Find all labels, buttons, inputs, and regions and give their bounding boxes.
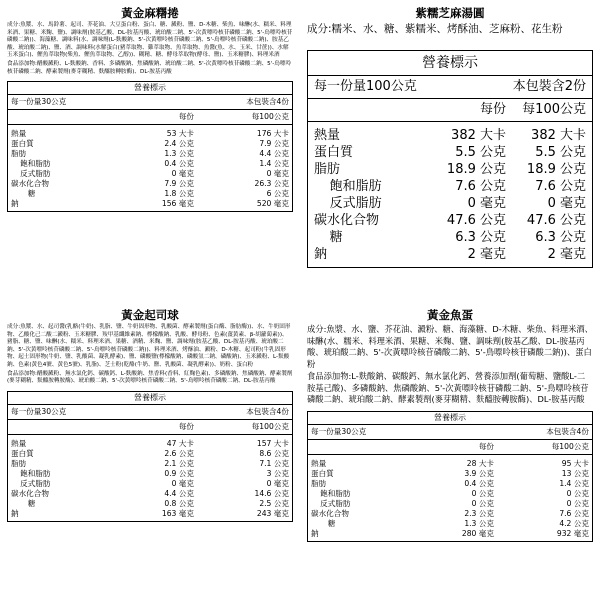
nutrient-label: 飽和脂肪	[20, 159, 51, 169]
value-per-serving: 7.9 公克	[164, 179, 194, 189]
nutrient-label: 熱量	[11, 129, 27, 139]
nutrient-row-carbohydrate	[8, 179, 292, 189]
value-per-100g: 243 毫克	[256, 508, 289, 518]
value-per-100g: 95 大卡	[561, 458, 589, 468]
additives-text: 食品添加物:醋酸澱粉、L-麩酸鈉、香料、多磷酸鈉、焦磷酸鈉、琥珀酸二鈉、5'-次黃嘌呤核苷磷酸二鈉、5'-鳥嘌呤核苷磷酸二鈉、酵素製劑(麥芽糊精、麩醯胺轉胺酶)、DL-胺基丙酸	[7, 60, 292, 75]
value-per-100g: 520 毫克	[256, 199, 289, 209]
nutrient-label: 糖	[327, 518, 336, 528]
nutrition-header: 營養標示	[308, 51, 592, 76]
value-per-100g: 8.6 公克	[259, 448, 289, 458]
value-per-100g: 5.5 公克	[535, 145, 586, 160]
value-per-100g: 1.4 公克	[559, 478, 589, 488]
nutrient-label: 碳水化合物	[11, 179, 49, 189]
value-per-100g: 6.3 公克	[535, 230, 586, 245]
serving-size: 每一份量100公克	[314, 79, 417, 94]
nutrient-label: 熱量	[314, 128, 341, 143]
nutrient-label: 蛋白質	[11, 139, 34, 149]
nutrient-label: 反式脂肪	[320, 498, 351, 508]
nutrient-label: 蛋白質	[311, 468, 334, 478]
nutrient-label: 鈉	[311, 528, 319, 538]
value-per-serving: 0.8 公克	[164, 498, 194, 508]
value-per-serving: 0 公克	[471, 498, 494, 508]
serving-row	[8, 405, 292, 420]
nutrient-label: 脂肪	[11, 149, 27, 159]
value-per-serving: 2.6 公克	[164, 448, 194, 458]
value-per-100g: 0 毫克	[547, 196, 586, 211]
value-per-100g: 932 毫克	[556, 528, 589, 538]
additives-text: 食品添加物:L-麩酸鈉、碳酸鈣、無水氯化鈣、營養添加劑(葡萄糖、鹽酸L-二胺基己酸)、多磷酸鈉、焦磷酸鈉、5'-次黃嘌呤核苷磷酸二鈉、5'-鳥嘌呤核苷磷酸二鈉、琥珀酸二鈉、酵素製劑(麥芽糊精、麩醯胺轉胺酶)、DL-胺基丙酸	[307, 371, 589, 404]
value-per-serving: 1.3 公克	[464, 518, 494, 528]
value-per-serving: 0 公克	[471, 488, 494, 498]
value-per-serving: 1.8 公克	[164, 189, 194, 199]
value-per-100g: 157 大卡	[256, 438, 289, 448]
col-per-serving: 每份	[479, 102, 506, 117]
nutrient-label: 鈉	[11, 199, 19, 209]
nutrient-row-saturated-fat	[8, 159, 292, 169]
value-per-serving: 7.6 公克	[455, 179, 506, 194]
nutrient-label: 脂肪	[311, 478, 327, 488]
nutrient-row-carbohydrate	[308, 509, 592, 519]
value-per-serving: 4.4 公克	[164, 488, 194, 498]
col-per-100g: 每100公克	[251, 421, 289, 431]
nutrient-row-trans-fat	[8, 169, 292, 179]
panel-golden-fish-egg	[300, 300, 600, 600]
value-per-100g: 3 公克	[266, 468, 289, 478]
value-per-100g: 26.3 公克	[254, 179, 289, 189]
product-title: 黃金起司球	[121, 308, 179, 322]
value-per-100g: 7.1 公克	[259, 458, 289, 468]
nutrient-row-sugar	[308, 519, 592, 529]
nutrient-label: 碳水化合物	[11, 488, 49, 498]
value-per-serving: 53 大卡	[166, 129, 194, 139]
value-per-100g: 14.6 公克	[254, 488, 289, 498]
value-per-100g: 176 大卡	[256, 129, 289, 139]
value-per-serving: 0 毫克	[171, 169, 194, 179]
col-per-100g: 每100公克	[551, 441, 589, 451]
nutrient-row-protein	[308, 144, 592, 161]
additives-text: 食品添加物:醋酸澱粉、無水氯化鈣、碳酸鈣、L-麩酸鈉、焦香料(香料、紅麴色素)、多磷酸鈉、焦磷酸鈉、酵素製劑(麥芽糊精、麩醯胺轉胺酶)、琥珀酸二鈉、5'-次黃嘌呤核苷磷酸二鈉、5'-鳥嘌呤核苷磷酸二鈉、DL-胺基丙酸	[7, 370, 293, 385]
nutrient-row-energy	[308, 459, 592, 469]
value-per-serving: 5.5 公克	[455, 145, 506, 160]
value-per-serving: 2.4 公克	[164, 139, 194, 149]
nutrient-label: 熱量	[311, 458, 327, 468]
value-per-100g: 2.5 公克	[259, 498, 289, 508]
panel-golden-mochi-roll	[0, 0, 300, 300]
value-per-100g: 0 公克	[566, 488, 589, 498]
nutrient-row-sugar	[8, 189, 292, 199]
nutrient-row-sodium	[8, 199, 292, 209]
unit-row	[8, 110, 292, 125]
nutrient-label: 反式脂肪	[329, 196, 382, 211]
nutrition-table	[307, 411, 593, 542]
nutrient-label: 糖	[27, 189, 36, 199]
nutrient-row-fat	[308, 479, 592, 489]
value-per-100g: 382 大卡	[531, 128, 586, 143]
serving-row	[8, 95, 292, 110]
value-per-serving: 280 毫克	[461, 528, 494, 538]
serving-row	[308, 76, 592, 99]
value-per-serving: 163 毫克	[161, 508, 194, 518]
nutrient-label: 熱量	[11, 438, 27, 448]
nutrient-label: 反式脂肪	[20, 169, 51, 179]
package-servings: 本包裝含4份	[246, 406, 289, 416]
nutrition-header: 營養標示	[8, 392, 292, 405]
col-per-serving: 每份	[178, 112, 194, 122]
nutrient-row-energy	[8, 129, 292, 139]
product-title: 黃金魚蛋	[427, 308, 473, 322]
nutrient-row-carbohydrate	[308, 212, 592, 229]
value-per-100g: 0 公克	[566, 498, 589, 508]
nutrient-row-carbohydrate	[8, 489, 292, 499]
value-per-100g: 7.6 公克	[559, 508, 589, 518]
nutrition-header: 營養標示	[308, 412, 592, 425]
unit-row	[308, 440, 592, 455]
nutrient-row-protein	[8, 449, 292, 459]
nutrient-row-protein	[8, 139, 292, 149]
value-per-100g: 0 毫克	[266, 169, 289, 179]
value-per-100g: 1.4 公克	[259, 159, 289, 169]
col-per-100g: 每100公克	[522, 102, 586, 117]
package-servings: 本包裝含4份	[246, 97, 289, 107]
nutrient-row-sodium	[8, 509, 292, 519]
value-per-100g: 4.4 公克	[259, 149, 289, 159]
nutrient-label: 鈉	[11, 508, 19, 518]
nutrient-row-saturated-fat	[8, 469, 292, 479]
nutrient-row-saturated-fat	[308, 178, 592, 195]
package-servings: 本包裝含2份	[512, 79, 586, 94]
nutrient-row-fat	[8, 149, 292, 159]
col-per-serving: 每份	[178, 421, 194, 431]
value-per-serving: 382 大卡	[451, 128, 506, 143]
value-per-100g: 47.6 公克	[526, 213, 586, 228]
value-per-serving: 0.4 公克	[464, 478, 494, 488]
nutrient-label: 碳水化合物	[314, 213, 380, 228]
nutrient-row-fat	[8, 459, 292, 469]
col-per-serving: 每份	[478, 441, 494, 451]
product-title: 紫糯芝麻湯圓	[415, 6, 485, 20]
value-per-serving: 47.6 公克	[446, 213, 506, 228]
nutrient-label: 飽和脂肪	[20, 468, 51, 478]
nutrition-header: 營養標示	[8, 82, 292, 95]
nutrient-label: 糖	[329, 230, 343, 245]
serving-size: 每一份量30公克	[11, 97, 67, 107]
nutrient-label: 反式脂肪	[20, 478, 51, 488]
nutrient-label: 脂肪	[314, 162, 341, 177]
nutrition-table	[7, 81, 293, 212]
nutrient-row-energy	[308, 127, 592, 144]
value-per-100g: 7.6 公克	[535, 179, 586, 194]
package-servings: 本包裝含4份	[546, 426, 589, 436]
value-per-100g: 18.9 公克	[526, 162, 586, 177]
serving-size: 每一份量30公克	[311, 426, 367, 436]
nutrient-label: 糖	[27, 498, 36, 508]
panel-golden-cheese-ball	[0, 300, 300, 600]
ingredients-text: 成分:魚漿、水、起司醬(乳酪(牛奶)、乳脂、鹽、牛奶固形物、乳酸菌、酵素製劑(蛋白酶、脂肪酶))、水、牛奶固形物、乙酸化己二酸二澱粉、玉米糖膠、羧甲基纖維素鈉、檸檬酸鈉、乳酸、酵母粉、色素(薑黃素、β-胡蘿蔔素))、豬脂、糖、鹽、味醂(水、糯米、料理米酒、果糖、酒精、米麴、鹽、調味劑(胺基乙酸、DL-胺基丙酸、琥珀酸二鈉、5'-次黃嘌呤核苷磷酸二鈉、5'-鳥嘌呤核苷磷酸二鈉))、料理米酒、烤酥油、澱粉、D-木糖、起司粉(牛乳固形物、起士固形物(牛奶、鹽、乳酸菌、凝乳酵素)、鹽、磷酸鹽(檸檬酸鈉、磷酸氫二鈉、磷酸鈉)、玉米澱粉、L-麩酸鈉、色素(黃色4號、黃色5號)、乳脂)、芝士粉(乾酪(牛奶、鹽、乳酸菌、凝乳酵素))、奶粉、蛋白粉	[7, 324, 291, 368]
value-per-serving: 0.4 公克	[164, 159, 194, 169]
nutrient-row-protein	[308, 469, 592, 479]
value-per-100g: 13 公克	[561, 468, 589, 478]
nutrient-label: 飽和脂肪	[320, 488, 351, 498]
value-per-serving: 0 毫克	[171, 478, 194, 488]
product-title: 黃金麻糬捲	[121, 6, 179, 20]
serving-row	[308, 425, 592, 440]
value-per-serving: 2.3 公克	[464, 508, 494, 518]
nutrient-row-saturated-fat	[308, 489, 592, 499]
value-per-serving: 47 大卡	[166, 438, 194, 448]
nutrient-row-sugar	[8, 499, 292, 509]
unit-row	[8, 420, 292, 435]
value-per-serving: 3.9 公克	[464, 468, 494, 478]
unit-row	[308, 99, 592, 122]
value-per-100g: 7.9 公克	[259, 139, 289, 149]
value-per-serving: 1.3 公克	[164, 149, 194, 159]
nutrient-row-fat	[308, 161, 592, 178]
nutrient-row-trans-fat	[308, 499, 592, 509]
nutrition-table	[7, 391, 293, 522]
ingredients-text: 成分:魚漿、水、馬鈴薯、起司、芥花油、大豆蛋白粉、蛋白、糖、澱粉、鹽、D-木糖、柴魚、味醂(水、糯米、料理米酒、果糖、米麴、鹽)、調味劑(胺基乙酸、DL-胺基丙酸、琥珀酸二鈉、5'-次黃嘌呤核苷磷酸二鈉、5'-鳥嘌呤核苷磷酸二鈉))、海藻糖、調味料(水、調味劑(L-麩酸鈉、5'-次黃嘌呤核苷磷酸二鈉、5'-鳥嘌呤核苷磷酸二鈉)、胺基乙酸、琥珀酸二鈉)、鹽、酒、調味料(水解蛋白(豬萃取物、雞萃取物、魚萃取物、魚醬(魚、水、玉米、甘蔗))、水解玉米蛋白)、鰹魚萃取物(柴魚、鰹魚萃取物、乙醇))、糊精、糖、酵母萃取物(酵母、鹽)、玉米糖膠)、料理米酒	[7, 22, 293, 59]
nutrient-label: 碳水化合物	[311, 508, 349, 518]
ingredients-text: 成分:糯米、水、糖、紫糯米、烤酥油、芝麻粉、花生粉	[307, 23, 563, 35]
value-per-100g: 4.2 公克	[559, 518, 589, 528]
nutrient-label: 脂肪	[11, 458, 27, 468]
nutrient-row-energy	[8, 439, 292, 449]
nutrient-row-sodium	[308, 529, 592, 539]
nutrition-table	[307, 50, 593, 268]
value-per-serving: 0.9 公克	[164, 468, 194, 478]
nutrient-row-sodium	[308, 246, 592, 263]
value-per-serving: 2.1 公克	[164, 458, 194, 468]
nutrient-label: 鈉	[314, 247, 328, 262]
nutrient-row-trans-fat	[8, 479, 292, 489]
value-per-serving: 18.9 公克	[446, 162, 506, 177]
value-per-100g: 2 毫克	[547, 247, 586, 262]
ingredients-text: 成分:魚漿、水、鹽、芥花油、澱粉、糖、海藻糖、D-木糖、柴魚、料理米酒、味醂(水、糯米、料理米酒、果糖、米麴、鹽、調味劑(胺基乙酸、DL-胺基丙酸、琥珀酸二鈉、5'-次黃嘌呤核苷磷酸二鈉、5'-鳥嘌呤核苷磷酸二鈉))、蛋白粉	[307, 324, 593, 369]
value-per-serving: 0 毫克	[467, 196, 506, 211]
nutrient-row-sugar	[308, 229, 592, 246]
panel-purple-sesame-tangyuan	[300, 0, 600, 300]
value-per-100g: 0 毫克	[266, 478, 289, 488]
nutrient-label: 蛋白質	[11, 448, 34, 458]
nutrient-label: 蛋白質	[314, 145, 354, 160]
value-per-serving: 28 大卡	[466, 458, 494, 468]
value-per-serving: 2 毫克	[467, 247, 506, 262]
nutrient-label: 飽和脂肪	[329, 179, 382, 194]
value-per-100g: 6 公克	[266, 189, 289, 199]
nutrient-row-trans-fat	[308, 195, 592, 212]
value-per-serving: 6.3 公克	[455, 230, 506, 245]
value-per-serving: 156 毫克	[161, 199, 194, 209]
col-per-100g: 每100公克	[251, 112, 289, 122]
serving-size: 每一份量30公克	[11, 406, 67, 416]
